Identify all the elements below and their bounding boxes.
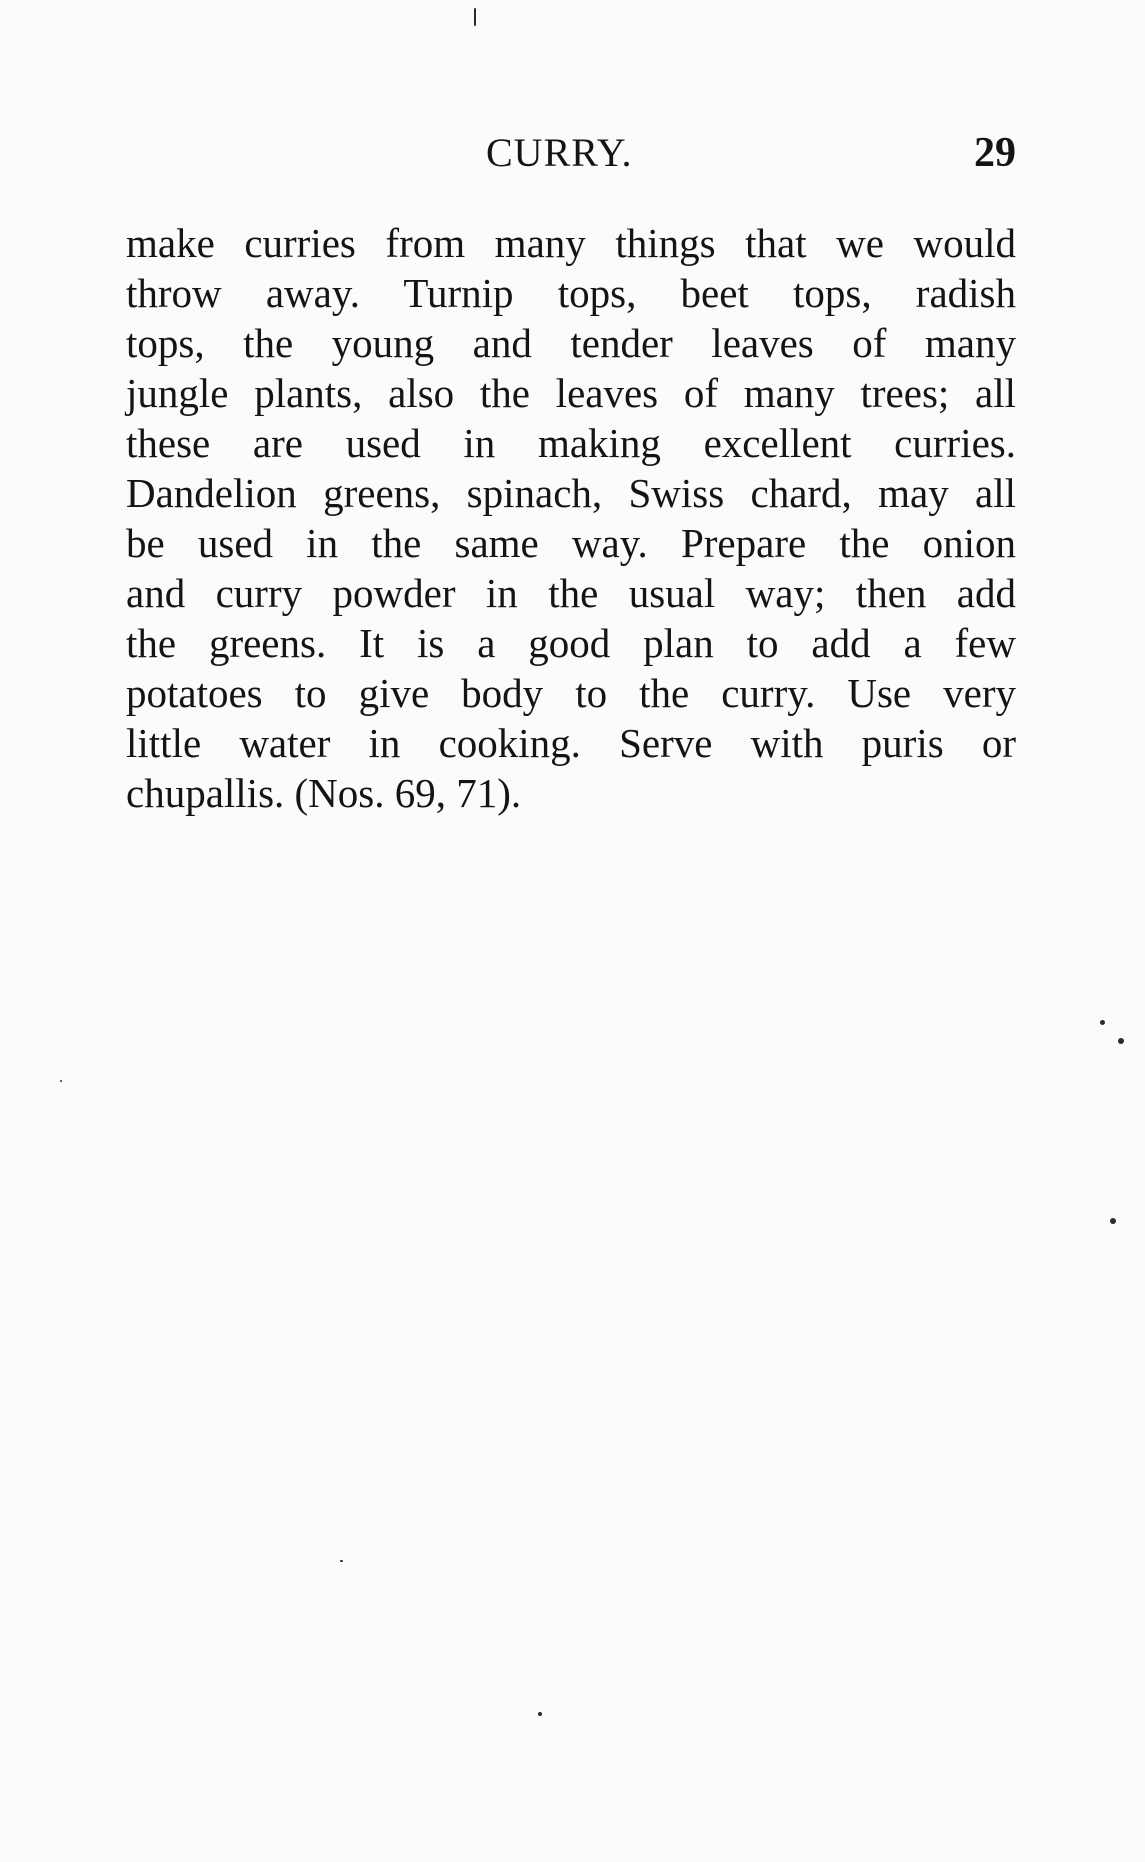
scan-speck <box>1100 1020 1105 1025</box>
text-line: little water in cooking. Serve with puris or <box>126 720 1016 766</box>
scan-speck <box>340 1560 343 1562</box>
text-line: these are used in making excellent curries. <box>126 420 1016 466</box>
text-line: potatoes to give body to the curry. Use very <box>126 670 1016 716</box>
scan-speck <box>474 8 476 26</box>
body-paragraph <box>126 218 1016 818</box>
text-line: be used in the same way. Prepare the onion <box>126 520 1016 566</box>
scan-speck <box>538 1712 542 1716</box>
text-line: throw away. Turnip tops, beet tops, radish <box>126 270 1016 316</box>
text-line: Dandelion greens, spinach, Swiss chard, may all <box>126 470 1016 516</box>
scan-speck <box>1110 1218 1116 1224</box>
text-line: chupallis. (Nos. 69, 71). <box>126 770 522 816</box>
running-title: CURRY. <box>486 130 633 175</box>
scan-speck <box>1118 1038 1124 1044</box>
text-line: tops, the young and tender leaves of many <box>126 320 1016 366</box>
text-line: and curry powder in the usual way; then add <box>126 570 1016 616</box>
text-line: make curries from many things that we would <box>126 220 1016 266</box>
scan-speck <box>60 1080 62 1082</box>
text-line: jungle plants, also the leaves of many trees; all <box>126 370 1016 416</box>
page-number: 29 <box>974 130 1016 176</box>
text-line: the greens. It is a good plan to add a few <box>126 620 1016 666</box>
running-head <box>126 128 1016 178</box>
